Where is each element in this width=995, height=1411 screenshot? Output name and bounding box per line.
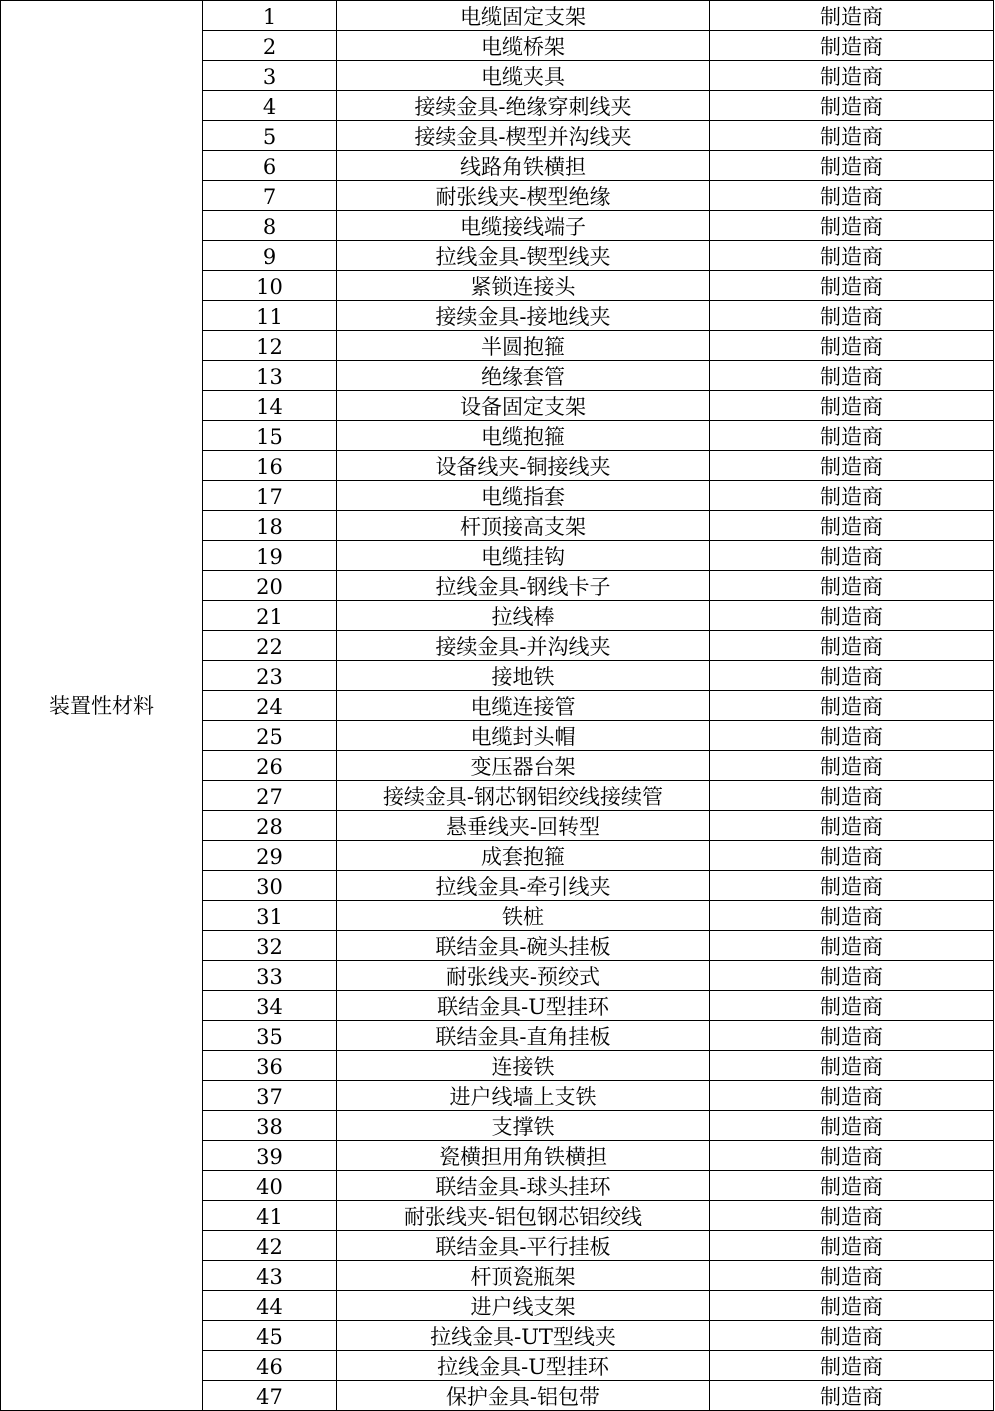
supplier-cell: 制造商 [710,541,994,571]
row-number-cell: 46 [203,1351,337,1381]
row-number-cell: 11 [203,301,337,331]
supplier-cell: 制造商 [710,1141,994,1171]
row-number-cell: 23 [203,661,337,691]
material-name-cell: 耐张线夹-预绞式 [337,961,710,991]
supplier-cell: 制造商 [710,1291,994,1321]
row-number-cell: 31 [203,901,337,931]
table-row [1,1,994,31]
row-number-cell: 38 [203,1111,337,1141]
row-number-cell: 34 [203,991,337,1021]
material-name-cell: 瓷横担用角铁横担 [337,1141,710,1171]
row-number-cell: 35 [203,1021,337,1051]
supplier-cell: 制造商 [710,1081,994,1111]
material-name-cell: 耐张线夹-楔型绝缘 [337,181,710,211]
row-number-cell: 1 [203,1,337,31]
supplier-cell: 制造商 [710,1051,994,1081]
supplier-cell: 制造商 [710,421,994,451]
supplier-cell: 制造商 [710,781,994,811]
material-name-cell: 电缆挂钩 [337,541,710,571]
supplier-cell: 制造商 [710,931,994,961]
row-number-cell: 42 [203,1231,337,1261]
material-name-cell: 绝缘套管 [337,361,710,391]
supplier-cell: 制造商 [710,1321,994,1351]
supplier-cell: 制造商 [710,811,994,841]
supplier-cell: 制造商 [710,91,994,121]
supplier-cell: 制造商 [710,661,994,691]
material-name-cell: 设备线夹-铜接线夹 [337,451,710,481]
row-number-cell: 3 [203,61,337,91]
material-name-cell: 杆顶接高支架 [337,511,710,541]
row-number-cell: 15 [203,421,337,451]
supplier-cell: 制造商 [710,1171,994,1201]
material-name-cell: 接续金具-接地线夹 [337,301,710,331]
supplier-cell: 制造商 [710,1261,994,1291]
supplier-cell: 制造商 [710,451,994,481]
material-name-cell: 拉线金具-U型挂环 [337,1351,710,1381]
row-number-cell: 39 [203,1141,337,1171]
material-name-cell: 线路角铁横担 [337,151,710,181]
row-number-cell: 17 [203,481,337,511]
material-name-cell: 悬垂线夹-回转型 [337,811,710,841]
supplier-cell: 制造商 [710,121,994,151]
row-number-cell: 10 [203,271,337,301]
supplier-cell: 制造商 [710,61,994,91]
supplier-cell: 制造商 [710,841,994,871]
row-number-cell: 41 [203,1201,337,1231]
supplier-cell: 制造商 [710,751,994,781]
row-number-cell: 5 [203,121,337,151]
supplier-cell: 制造商 [710,631,994,661]
row-number-cell: 26 [203,751,337,781]
material-name-cell: 联结金具-球头挂环 [337,1171,710,1201]
row-number-cell: 8 [203,211,337,241]
material-name-cell: 联结金具-直角挂板 [337,1021,710,1051]
row-number-cell: 18 [203,511,337,541]
row-number-cell: 36 [203,1051,337,1081]
row-number-cell: 6 [203,151,337,181]
row-number-cell: 32 [203,931,337,961]
supplier-cell: 制造商 [710,331,994,361]
material-name-cell: 接续金具-并沟线夹 [337,631,710,661]
material-name-cell: 进户线支架 [337,1291,710,1321]
material-name-cell: 接续金具-绝缘穿刺线夹 [337,91,710,121]
row-number-cell: 27 [203,781,337,811]
material-name-cell: 变压器台架 [337,751,710,781]
row-number-cell: 40 [203,1171,337,1201]
material-name-cell: 进户线墙上支铁 [337,1081,710,1111]
supplier-cell: 制造商 [710,901,994,931]
row-number-cell: 33 [203,961,337,991]
supplier-cell: 制造商 [710,211,994,241]
supplier-cell: 制造商 [710,301,994,331]
row-number-cell: 16 [203,451,337,481]
material-name-cell: 拉线金具-钢线卡子 [337,571,710,601]
category-cell: 装置性材料 [1,1,203,1411]
material-name-cell: 拉线金具-牵引线夹 [337,871,710,901]
row-number-cell: 28 [203,811,337,841]
row-number-cell: 19 [203,541,337,571]
material-name-cell: 连接铁 [337,1051,710,1081]
supplier-cell: 制造商 [710,691,994,721]
material-name-cell: 电缆接线端子 [337,211,710,241]
supplier-cell: 制造商 [710,1351,994,1381]
material-name-cell: 接续金具-楔型并沟线夹 [337,121,710,151]
material-name-cell: 联结金具-碗头挂板 [337,931,710,961]
supplier-cell: 制造商 [710,391,994,421]
material-name-cell: 电缆固定支架 [337,1,710,31]
material-name-cell: 拉线金具-UT型线夹 [337,1321,710,1351]
row-number-cell: 30 [203,871,337,901]
row-number-cell: 7 [203,181,337,211]
row-number-cell: 24 [203,691,337,721]
material-name-cell: 铁桩 [337,901,710,931]
row-number-cell: 44 [203,1291,337,1321]
row-number-cell: 21 [203,601,337,631]
row-number-cell: 12 [203,331,337,361]
materials-table-body [1,1,994,1411]
supplier-cell: 制造商 [710,601,994,631]
material-name-cell: 拉线棒 [337,601,710,631]
supplier-cell: 制造商 [710,1,994,31]
material-name-cell: 联结金具-U型挂环 [337,991,710,1021]
supplier-cell: 制造商 [710,151,994,181]
row-number-cell: 45 [203,1321,337,1351]
row-number-cell: 13 [203,361,337,391]
supplier-cell: 制造商 [710,181,994,211]
material-name-cell: 支撑铁 [337,1111,710,1141]
row-number-cell: 37 [203,1081,337,1111]
material-name-cell: 保护金具-铝包带 [337,1381,710,1411]
material-name-cell: 成套抱箍 [337,841,710,871]
supplier-cell: 制造商 [710,1201,994,1231]
material-name-cell: 接续金具-钢芯钢铝绞线接续管 [337,781,710,811]
material-name-cell: 设备固定支架 [337,391,710,421]
supplier-cell: 制造商 [710,1021,994,1051]
supplier-cell: 制造商 [710,991,994,1021]
row-number-cell: 22 [203,631,337,661]
supplier-cell: 制造商 [710,1231,994,1261]
supplier-cell: 制造商 [710,571,994,601]
supplier-cell: 制造商 [710,361,994,391]
material-name-cell: 电缆连接管 [337,691,710,721]
row-number-cell: 20 [203,571,337,601]
supplier-cell: 制造商 [710,721,994,751]
supplier-cell: 制造商 [710,511,994,541]
row-number-cell: 14 [203,391,337,421]
material-name-cell: 电缆指套 [337,481,710,511]
row-number-cell: 25 [203,721,337,751]
row-number-cell: 29 [203,841,337,871]
row-number-cell: 4 [203,91,337,121]
material-name-cell: 电缆桥架 [337,31,710,61]
row-number-cell: 47 [203,1381,337,1411]
supplier-cell: 制造商 [710,241,994,271]
supplier-cell: 制造商 [710,1381,994,1411]
material-name-cell: 电缆夹具 [337,61,710,91]
supplier-cell: 制造商 [710,871,994,901]
material-name-cell: 紧锁连接头 [337,271,710,301]
material-name-cell: 杆顶瓷瓶架 [337,1261,710,1291]
material-name-cell: 电缆抱箍 [337,421,710,451]
material-name-cell: 接地铁 [337,661,710,691]
supplier-cell: 制造商 [710,1111,994,1141]
material-name-cell: 拉线金具-锲型线夹 [337,241,710,271]
row-number-cell: 43 [203,1261,337,1291]
material-name-cell: 电缆封头帽 [337,721,710,751]
row-number-cell: 9 [203,241,337,271]
supplier-cell: 制造商 [710,271,994,301]
material-name-cell: 联结金具-平行挂板 [337,1231,710,1261]
row-number-cell: 2 [203,31,337,61]
material-name-cell: 耐张线夹-铝包钢芯铝绞线 [337,1201,710,1231]
supplier-cell: 制造商 [710,481,994,511]
material-name-cell: 半圆抱箍 [337,331,710,361]
supplier-cell: 制造商 [710,31,994,61]
supplier-cell: 制造商 [710,961,994,991]
